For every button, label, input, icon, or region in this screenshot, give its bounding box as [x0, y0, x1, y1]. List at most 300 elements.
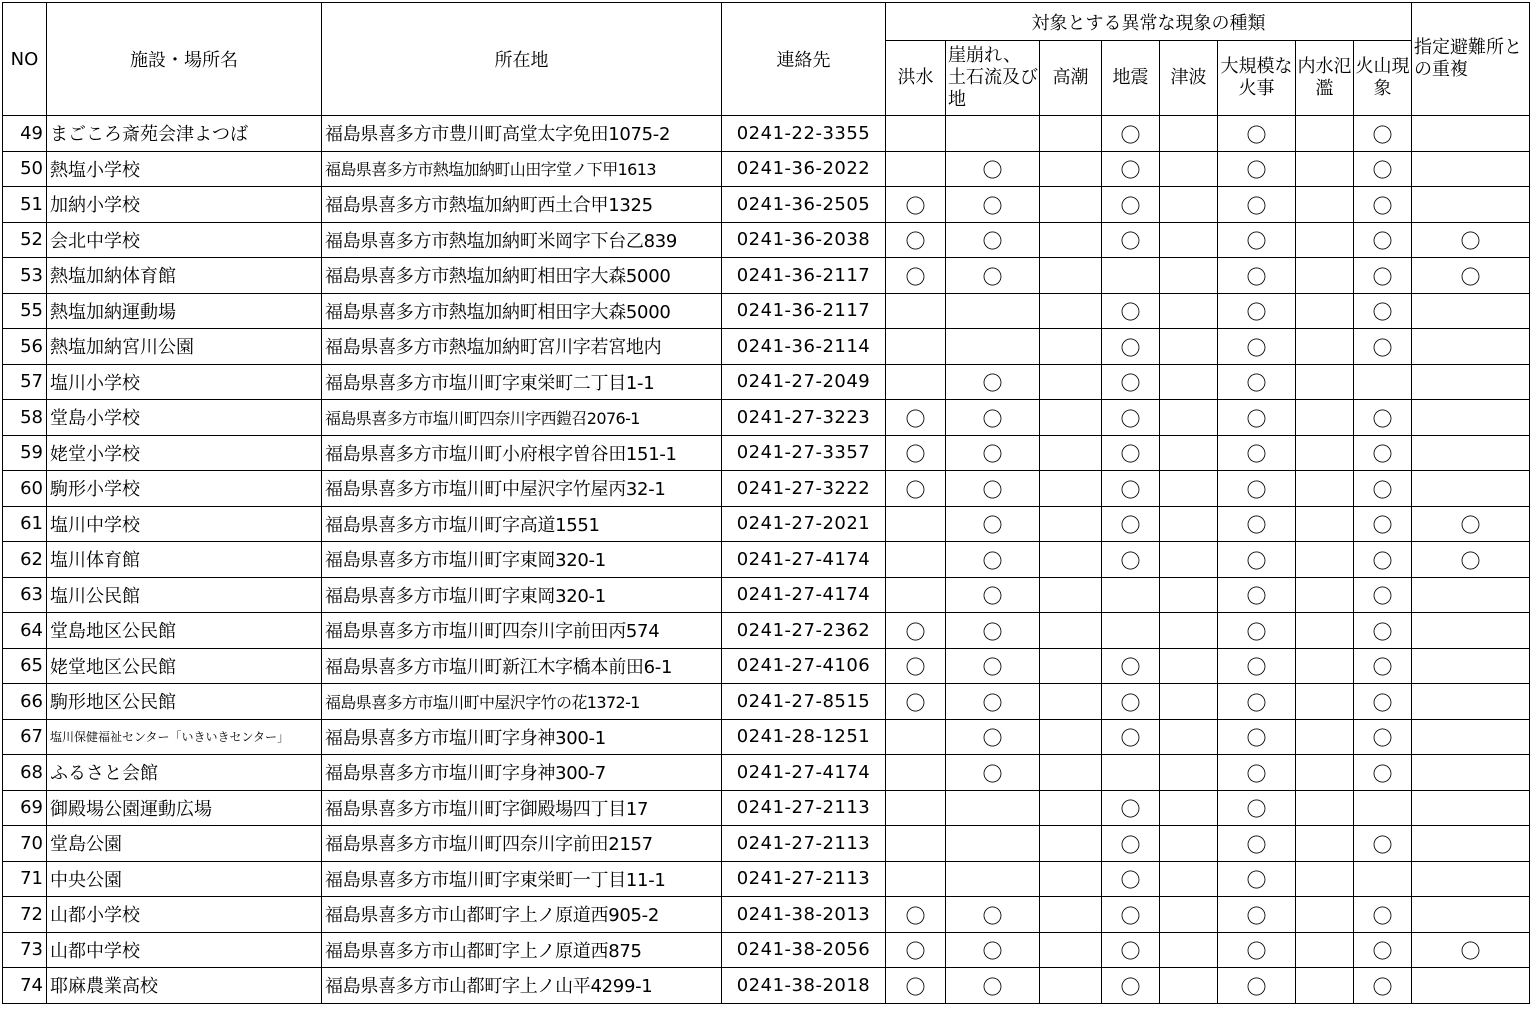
- row-address: 福島県喜多方市塩川町中屋沢字竹屋丙32-1: [322, 471, 722, 507]
- row-mark: [1040, 435, 1102, 471]
- row-mark: 〇: [1102, 790, 1160, 826]
- row-mark: 〇: [1218, 755, 1296, 791]
- row-mark: 〇: [1354, 542, 1412, 578]
- header-address: 所在地: [322, 3, 722, 116]
- row-mark: 〇: [1218, 861, 1296, 897]
- row-mark: 〇: [1354, 506, 1412, 542]
- table-row: [3, 684, 1530, 720]
- row-mark: [1040, 222, 1102, 258]
- row-mark: 〇: [1412, 222, 1530, 258]
- row-mark: [1296, 755, 1354, 791]
- row-address: 福島県喜多方市塩川町中屋沢字竹の花1372-1: [322, 684, 722, 720]
- row-mark: [946, 790, 1040, 826]
- row-mark: [1040, 613, 1102, 649]
- row-mark: [1296, 790, 1354, 826]
- row-mark: 〇: [1218, 542, 1296, 578]
- row-no: 65: [3, 648, 47, 684]
- row-contact: 0241-36-2114: [722, 329, 886, 365]
- row-mark: [1160, 719, 1218, 755]
- row-mark: 〇: [946, 684, 1040, 720]
- row-contact: 0241-27-2021: [722, 506, 886, 542]
- row-mark: [1160, 293, 1218, 329]
- row-facility-name: 姥堂小学校: [47, 435, 322, 471]
- row-mark: [1296, 187, 1354, 223]
- table-row: [3, 897, 1530, 933]
- row-mark: [1412, 400, 1530, 436]
- row-mark: 〇: [886, 187, 946, 223]
- row-address: 福島県喜多方市熱塩加納町相田字大森5000: [322, 293, 722, 329]
- row-mark: [886, 293, 946, 329]
- table-row: [3, 364, 1530, 400]
- row-mark: [1040, 258, 1102, 294]
- header-contact: 連絡先: [722, 3, 886, 116]
- row-mark: [1040, 364, 1102, 400]
- row-mark: [886, 577, 946, 613]
- row-mark: 〇: [1102, 861, 1160, 897]
- row-mark: [886, 364, 946, 400]
- table-row: [3, 932, 1530, 968]
- row-mark: [1040, 755, 1102, 791]
- row-facility-name: ふるさと会館: [47, 755, 322, 791]
- row-address: 福島県喜多方市塩川町字身神300-7: [322, 755, 722, 791]
- row-mark: 〇: [1102, 897, 1160, 933]
- header-name: 施設・場所名: [47, 3, 322, 116]
- row-mark: [886, 116, 946, 152]
- row-mark: [1296, 719, 1354, 755]
- table-row: [3, 329, 1530, 365]
- row-mark: [1354, 364, 1412, 400]
- row-mark: 〇: [1218, 968, 1296, 1004]
- row-mark: 〇: [1218, 897, 1296, 933]
- row-no: 55: [3, 293, 47, 329]
- row-mark: 〇: [1412, 258, 1530, 294]
- row-mark: 〇: [946, 542, 1040, 578]
- row-mark: [1412, 577, 1530, 613]
- row-mark: 〇: [1218, 258, 1296, 294]
- row-mark: [1296, 684, 1354, 720]
- row-mark: [1296, 826, 1354, 862]
- row-mark: 〇: [1354, 329, 1412, 365]
- row-address: 福島県喜多方市熱塩加納町宮川字若宮地内: [322, 329, 722, 365]
- row-facility-name: 塩川保健福祉センター「いきいきセンター」: [47, 719, 322, 755]
- row-mark: 〇: [946, 400, 1040, 436]
- row-mark: 〇: [1218, 435, 1296, 471]
- row-mark: 〇: [886, 471, 946, 507]
- row-mark: 〇: [1102, 400, 1160, 436]
- row-address: 福島県喜多方市塩川町字高道1551: [322, 506, 722, 542]
- row-mark: [946, 116, 1040, 152]
- row-mark: [1040, 684, 1102, 720]
- row-mark: [1160, 684, 1218, 720]
- row-mark: [1040, 790, 1102, 826]
- table-row: [3, 506, 1530, 542]
- row-mark: [1160, 400, 1218, 436]
- row-facility-name: 姥堂地区公民館: [47, 648, 322, 684]
- row-mark: [1412, 116, 1530, 152]
- row-mark: 〇: [1354, 755, 1412, 791]
- table-row: [3, 577, 1530, 613]
- row-mark: 〇: [886, 613, 946, 649]
- row-mark: [886, 329, 946, 365]
- row-mark: [946, 826, 1040, 862]
- row-mark: [1160, 790, 1218, 826]
- row-contact: 0241-36-2038: [722, 222, 886, 258]
- row-mark: 〇: [1218, 187, 1296, 223]
- table-row: [3, 755, 1530, 791]
- row-mark: [1354, 790, 1412, 826]
- row-contact: 0241-27-3357: [722, 435, 886, 471]
- row-mark: 〇: [1102, 506, 1160, 542]
- row-mark: 〇: [946, 719, 1040, 755]
- row-mark: [1412, 755, 1530, 791]
- row-facility-name: 熱塩加納運動場: [47, 293, 322, 329]
- row-mark: 〇: [1412, 506, 1530, 542]
- row-facility-name: 堂島地区公民館: [47, 613, 322, 649]
- row-mark: 〇: [886, 932, 946, 968]
- row-facility-name: 熱塩加納宮川公園: [47, 329, 322, 365]
- row-contact: 0241-27-8515: [722, 684, 886, 720]
- row-mark: 〇: [946, 471, 1040, 507]
- row-mark: [1296, 897, 1354, 933]
- row-facility-name: 熱塩小学校: [47, 151, 322, 187]
- row-no: 74: [3, 968, 47, 1004]
- row-mark: 〇: [1354, 116, 1412, 152]
- row-mark: [1412, 471, 1530, 507]
- row-mark: 〇: [1218, 400, 1296, 436]
- row-mark: 〇: [1218, 648, 1296, 684]
- row-mark: [1160, 471, 1218, 507]
- row-facility-name: 中央公園: [47, 861, 322, 897]
- row-mark: [1296, 364, 1354, 400]
- row-mark: [1040, 506, 1102, 542]
- row-mark: 〇: [1102, 719, 1160, 755]
- row-mark: [1296, 506, 1354, 542]
- header-hazard-storm-surge: 高潮: [1040, 41, 1102, 116]
- row-contact: 0241-27-2362: [722, 613, 886, 649]
- row-facility-name: 塩川中学校: [47, 506, 322, 542]
- row-mark: [1160, 577, 1218, 613]
- row-address: 福島県喜多方市塩川町四奈川字西鎧召2076-1: [322, 400, 722, 436]
- row-mark: 〇: [1354, 968, 1412, 1004]
- row-mark: [1040, 471, 1102, 507]
- row-contact: 0241-36-2117: [722, 293, 886, 329]
- row-address: 福島県喜多方市塩川町字東栄町一丁目11-1: [322, 861, 722, 897]
- row-mark: [1412, 897, 1530, 933]
- row-mark: 〇: [886, 258, 946, 294]
- row-facility-name: まごころ斎苑会津よつば: [47, 116, 322, 152]
- table-row: [3, 151, 1530, 187]
- row-mark: 〇: [946, 648, 1040, 684]
- table-row: [3, 826, 1530, 862]
- row-mark: 〇: [886, 648, 946, 684]
- row-address: 福島県喜多方市塩川町新江木字橋本前田6-1: [322, 648, 722, 684]
- table-row: [3, 542, 1530, 578]
- table-row: [3, 790, 1530, 826]
- row-mark: [1040, 329, 1102, 365]
- row-mark: 〇: [1218, 613, 1296, 649]
- row-mark: 〇: [1102, 151, 1160, 187]
- row-mark: 〇: [1354, 471, 1412, 507]
- row-mark: [1296, 293, 1354, 329]
- row-mark: [1160, 826, 1218, 862]
- row-mark: 〇: [1354, 932, 1412, 968]
- row-mark: [1296, 613, 1354, 649]
- row-mark: 〇: [1354, 648, 1412, 684]
- row-contact: 0241-27-3222: [722, 471, 886, 507]
- header-hazard-inland-flood: 内水氾濫: [1296, 41, 1354, 116]
- row-mark: 〇: [1102, 932, 1160, 968]
- row-mark: 〇: [946, 968, 1040, 1004]
- row-contact: 0241-36-2022: [722, 151, 886, 187]
- header-hazard-flood: 洪水: [886, 41, 946, 116]
- row-no: 71: [3, 861, 47, 897]
- row-mark: 〇: [1218, 151, 1296, 187]
- row-facility-name: 御殿場公園運動広場: [47, 790, 322, 826]
- row-mark: 〇: [1218, 329, 1296, 365]
- row-mark: [1412, 684, 1530, 720]
- row-no: 61: [3, 506, 47, 542]
- row-mark: 〇: [1218, 364, 1296, 400]
- table-row: [3, 648, 1530, 684]
- row-mark: [1296, 151, 1354, 187]
- row-mark: [1160, 116, 1218, 152]
- row-mark: 〇: [886, 897, 946, 933]
- row-mark: 〇: [886, 222, 946, 258]
- row-mark: 〇: [886, 400, 946, 436]
- row-facility-name: 会北中学校: [47, 222, 322, 258]
- row-no: 51: [3, 187, 47, 223]
- row-mark: [1412, 364, 1530, 400]
- row-mark: [1412, 648, 1530, 684]
- header-hazard-volcano: 火山現象: [1354, 41, 1412, 116]
- row-mark: 〇: [946, 258, 1040, 294]
- row-mark: [1040, 861, 1102, 897]
- row-no: 56: [3, 329, 47, 365]
- row-address: 福島県喜多方市山都町字上ノ山平4299-1: [322, 968, 722, 1004]
- row-mark: 〇: [1354, 613, 1412, 649]
- row-contact: 0241-27-4174: [722, 755, 886, 791]
- row-mark: [1102, 755, 1160, 791]
- row-address: 福島県喜多方市塩川町字東岡320-1: [322, 542, 722, 578]
- row-mark: 〇: [1354, 222, 1412, 258]
- row-facility-name: 堂島公園: [47, 826, 322, 862]
- row-mark: [1296, 932, 1354, 968]
- table-row: [3, 613, 1530, 649]
- row-mark: 〇: [1412, 932, 1530, 968]
- row-address: 福島県喜多方市熱塩加納町米岡字下台乙839: [322, 222, 722, 258]
- row-mark: [1412, 968, 1530, 1004]
- table-row: [3, 258, 1530, 294]
- row-facility-name: 塩川体育館: [47, 542, 322, 578]
- row-mark: [1160, 187, 1218, 223]
- row-facility-name: 駒形地区公民館: [47, 684, 322, 720]
- row-mark: 〇: [1354, 684, 1412, 720]
- row-mark: [1160, 932, 1218, 968]
- table-row: [3, 719, 1530, 755]
- row-mark: [1160, 329, 1218, 365]
- row-no: 73: [3, 932, 47, 968]
- row-mark: [886, 151, 946, 187]
- row-mark: [1412, 187, 1530, 223]
- row-facility-name: 堂島小学校: [47, 400, 322, 436]
- row-mark: 〇: [946, 222, 1040, 258]
- row-mark: 〇: [1218, 577, 1296, 613]
- row-mark: 〇: [886, 684, 946, 720]
- row-no: 50: [3, 151, 47, 187]
- row-mark: [1412, 151, 1530, 187]
- row-mark: 〇: [946, 613, 1040, 649]
- row-contact: 0241-22-3355: [722, 116, 886, 152]
- row-no: 70: [3, 826, 47, 862]
- row-facility-name: 熱塩加納体育館: [47, 258, 322, 294]
- row-no: 67: [3, 719, 47, 755]
- row-contact: 0241-27-2049: [722, 364, 886, 400]
- row-mark: [1160, 542, 1218, 578]
- row-address: 福島県喜多方市山都町字上ノ原道西875: [322, 932, 722, 968]
- row-mark: [1160, 435, 1218, 471]
- row-mark: 〇: [1102, 329, 1160, 365]
- row-mark: [1102, 258, 1160, 294]
- row-mark: [1160, 648, 1218, 684]
- row-mark: 〇: [1412, 542, 1530, 578]
- row-mark: 〇: [1354, 187, 1412, 223]
- row-no: 60: [3, 471, 47, 507]
- row-mark: [1160, 968, 1218, 1004]
- row-mark: [1296, 577, 1354, 613]
- row-contact: 0241-38-2056: [722, 932, 886, 968]
- row-mark: 〇: [946, 435, 1040, 471]
- header-hazard-tsunami: 津波: [1160, 41, 1218, 116]
- row-mark: 〇: [946, 577, 1040, 613]
- row-mark: 〇: [1218, 790, 1296, 826]
- row-address: 福島県喜多方市塩川町四奈川字前田丙574: [322, 613, 722, 649]
- row-facility-name: 駒形小学校: [47, 471, 322, 507]
- row-mark: [1040, 897, 1102, 933]
- row-mark: [1160, 861, 1218, 897]
- row-mark: 〇: [946, 506, 1040, 542]
- table-row: [3, 400, 1530, 436]
- header-hazard-group: 対象とする異常な現象の種類: [886, 3, 1412, 41]
- row-mark: [1296, 435, 1354, 471]
- row-mark: [1412, 293, 1530, 329]
- row-no: 57: [3, 364, 47, 400]
- row-no: 49: [3, 116, 47, 152]
- row-mark: 〇: [1354, 826, 1412, 862]
- row-mark: [1296, 648, 1354, 684]
- row-mark: [1040, 151, 1102, 187]
- row-mark: [1412, 435, 1530, 471]
- row-mark: 〇: [1102, 435, 1160, 471]
- row-mark: [1412, 719, 1530, 755]
- row-contact: 0241-27-2113: [722, 861, 886, 897]
- row-mark: 〇: [1218, 506, 1296, 542]
- row-mark: 〇: [1354, 258, 1412, 294]
- table-row: [3, 116, 1530, 152]
- row-mark: [1160, 258, 1218, 294]
- row-mark: 〇: [1218, 222, 1296, 258]
- row-mark: [1040, 648, 1102, 684]
- row-mark: 〇: [1218, 826, 1296, 862]
- row-mark: [1296, 542, 1354, 578]
- row-contact: 0241-27-4174: [722, 542, 886, 578]
- row-contact: 0241-27-2113: [722, 826, 886, 862]
- row-no: 58: [3, 400, 47, 436]
- table-row: [3, 861, 1530, 897]
- row-mark: [1412, 826, 1530, 862]
- row-mark: [886, 826, 946, 862]
- row-mark: [1040, 116, 1102, 152]
- row-mark: 〇: [1102, 684, 1160, 720]
- row-mark: 〇: [946, 187, 1040, 223]
- row-address: 福島県喜多方市豊川町高堂太字免田1075-2: [322, 116, 722, 152]
- table-row: [3, 293, 1530, 329]
- row-facility-name: 塩川小学校: [47, 364, 322, 400]
- row-mark: 〇: [1102, 222, 1160, 258]
- row-address: 福島県喜多方市熱塩加納町西土合甲1325: [322, 187, 722, 223]
- row-mark: 〇: [1354, 435, 1412, 471]
- row-mark: 〇: [946, 755, 1040, 791]
- header-no: NO: [3, 3, 47, 116]
- row-mark: 〇: [1102, 471, 1160, 507]
- row-no: 64: [3, 613, 47, 649]
- row-mark: [1040, 187, 1102, 223]
- row-mark: [886, 719, 946, 755]
- row-mark: [1040, 542, 1102, 578]
- row-mark: [1412, 613, 1530, 649]
- row-no: 68: [3, 755, 47, 791]
- row-contact: 0241-36-2505: [722, 187, 886, 223]
- row-mark: [1040, 932, 1102, 968]
- row-mark: [1160, 222, 1218, 258]
- row-mark: [1296, 116, 1354, 152]
- row-mark: 〇: [1354, 293, 1412, 329]
- row-mark: [1412, 329, 1530, 365]
- row-mark: 〇: [886, 968, 946, 1004]
- row-mark: 〇: [1218, 116, 1296, 152]
- table-row: [3, 471, 1530, 507]
- row-mark: [1160, 506, 1218, 542]
- row-mark: [946, 329, 1040, 365]
- row-mark: 〇: [886, 435, 946, 471]
- row-mark: 〇: [1102, 542, 1160, 578]
- row-mark: [1160, 613, 1218, 649]
- table-row: [3, 968, 1530, 1004]
- row-mark: 〇: [1102, 187, 1160, 223]
- row-mark: [1040, 968, 1102, 1004]
- header-hazard-large-fire: 大規模な火事: [1218, 41, 1296, 116]
- row-mark: 〇: [1102, 826, 1160, 862]
- row-mark: [1160, 151, 1218, 187]
- row-contact: 0241-38-2013: [722, 897, 886, 933]
- row-mark: 〇: [1354, 400, 1412, 436]
- row-mark: 〇: [946, 897, 1040, 933]
- row-mark: 〇: [1354, 897, 1412, 933]
- row-no: 72: [3, 897, 47, 933]
- table-row: [3, 222, 1530, 258]
- row-mark: [1354, 861, 1412, 897]
- row-mark: 〇: [1102, 968, 1160, 1004]
- row-facility-name: 塩川公民館: [47, 577, 322, 613]
- row-address: 福島県喜多方市塩川町字身神300-1: [322, 719, 722, 755]
- row-mark: 〇: [1354, 151, 1412, 187]
- row-mark: [1296, 968, 1354, 1004]
- row-no: 53: [3, 258, 47, 294]
- row-mark: [1040, 826, 1102, 862]
- row-mark: 〇: [946, 932, 1040, 968]
- row-mark: 〇: [1218, 293, 1296, 329]
- row-no: 59: [3, 435, 47, 471]
- row-mark: 〇: [1102, 364, 1160, 400]
